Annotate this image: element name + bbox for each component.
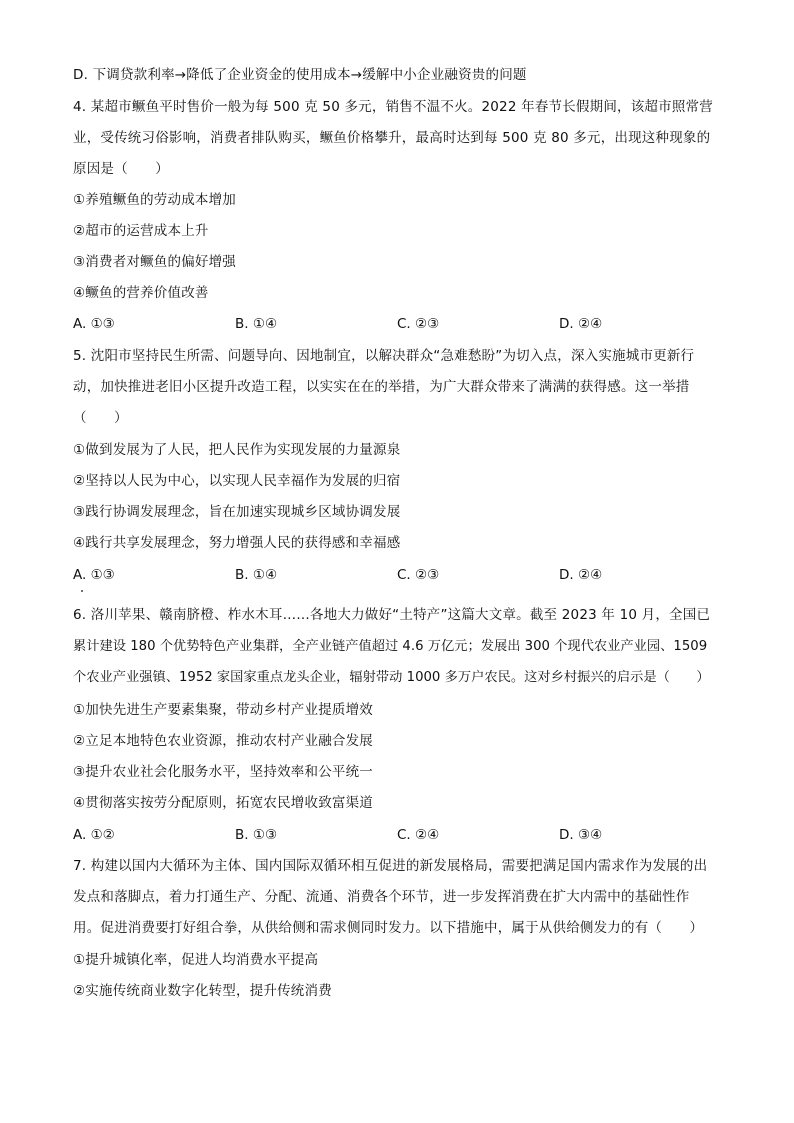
q5-stem-line-2: 动，加快推进老旧小区提升改造工程，以实实在在的举措，为广大群众带来了满满的获得感。这一举措 [73,379,690,395]
q4-item-3: ③消费者对鳜鱼的偏好增强 [73,254,237,270]
q5-options [73,565,723,585]
q4-option-a[interactable]: A. ①③ [73,316,115,332]
q6-item-1: ①加快先进生产要素集聚，带动乡村产业提质增效 [73,702,374,718]
q5-option-d[interactable]: D. ②④ [559,567,603,583]
q6-stem-line-1: 6. 洛川苹果、赣南脐橙、柞水木耳……各地大力做好“土特产”这篇大文章。截至 2023 年 10 月，全国已 [73,607,711,623]
q3-option-d: D. 下调贷款利率→降低了企业资金的使用成本→缓解中小企业融资贵的问题 [73,67,527,83]
q4-options [73,314,723,334]
q4-item-4: ④鳜鱼的营养价值改善 [73,285,209,301]
q7-stem-line-2: 发点和落脚点，着力打通生产、分配、流通、消费各个环节，进一步发挥消费在扩大内需中的基础性作 [73,889,690,905]
q5-item-3: ③践行协调发展理念，旨在加速实现城乡区域协调发展 [73,504,401,520]
stray-mark [81,590,83,592]
q4-option-b[interactable]: B. ①④ [235,316,278,332]
q6-option-c[interactable]: C. ②④ [397,827,440,843]
q7-stem-line-1: 7. 构建以国内大循环为主体、国内国际双循环相互促进的新发展格局，需要把满足国内需求作为发展的出 [73,858,708,874]
q4-item-1: ①养殖鳜鱼的劳动成本增加 [73,192,237,208]
q6-stem-line-2: 累计建设 180 个优势特色产业集群，全产业链产值超过 4.6 万亿元；发展出 300 个现代农业产业园、1509 [73,639,708,654]
q5-item-4: ④践行共享发展理念，努力增强人民的获得感和幸福感 [73,535,401,551]
q5-stem-line-1: 5. 沈阳市坚持民生所需、问题导向、因地制宜，以解决群众“急难愁盼”为切入点，深入实施城市更新行 [73,348,695,364]
q6-item-3: ③提升农业社会化服务水平，坚持效率和公平统一 [73,764,374,780]
q5-option-a[interactable]: A. ①③ [73,567,115,583]
q6-option-a[interactable]: A. ①② [73,827,115,843]
q5-option-c[interactable]: C. ②③ [397,567,440,583]
q7-item-2: ②实施传统商业数字化转型，提升传统消费 [73,983,332,999]
q4-stem-line-2: 业，受传统习俗影响，消费者排队购买，鳜鱼价格攀升，最高时达到每 500 克 80 多元，出现这种现象的 [73,130,711,146]
q4-option-c[interactable]: C. ②③ [397,316,440,332]
q5-item-2: ②坚持以人民为中心，以实现人民幸福作为发展的归宿 [73,473,401,489]
q4-stem-line-1: 4. 某超市鳜鱼平时售价一般为每 500 克 50 多元，销售不温不火。2022 年春节长假期间，该超市照常营 [73,99,713,115]
q6-option-b[interactable]: B. ①③ [235,827,278,843]
q4-option-d[interactable]: D. ②④ [559,316,603,332]
q7-item-1: ①提升城镇化率，促进人均消费水平提高 [73,952,319,968]
q6-option-d[interactable]: D. ③④ [559,827,603,843]
q6-item-2: ②立足本地特色农业资源，推动农村产业融合发展 [73,733,374,749]
q6-item-4: ④贯彻落实按劳分配原则，拓宽农民增收致富渠道 [73,795,374,811]
q5-stem-line-3: （ ） [73,410,128,426]
q6-options [73,825,723,845]
q5-option-b[interactable]: B. ①④ [235,567,278,583]
q4-item-2: ②超市的运营成本上升 [73,223,209,239]
q4-stem-line-3: 原因是（ ） [73,161,169,177]
q6-stem-line-3: 个农业产业强镇、1952 家国家重点龙头企业，辐射带动 1000 多万户农民。这对乡村振兴的启示是（ ） [73,670,710,685]
q5-item-1: ①做到发展为了人民，把人民作为实现发展的力量源泉 [73,442,401,458]
q7-stem-line-3: 用。促进消费要打好组合拳，从供给侧和需求侧同时发力。以下措施中，属于从供给侧发力的有（ ） [73,920,704,936]
